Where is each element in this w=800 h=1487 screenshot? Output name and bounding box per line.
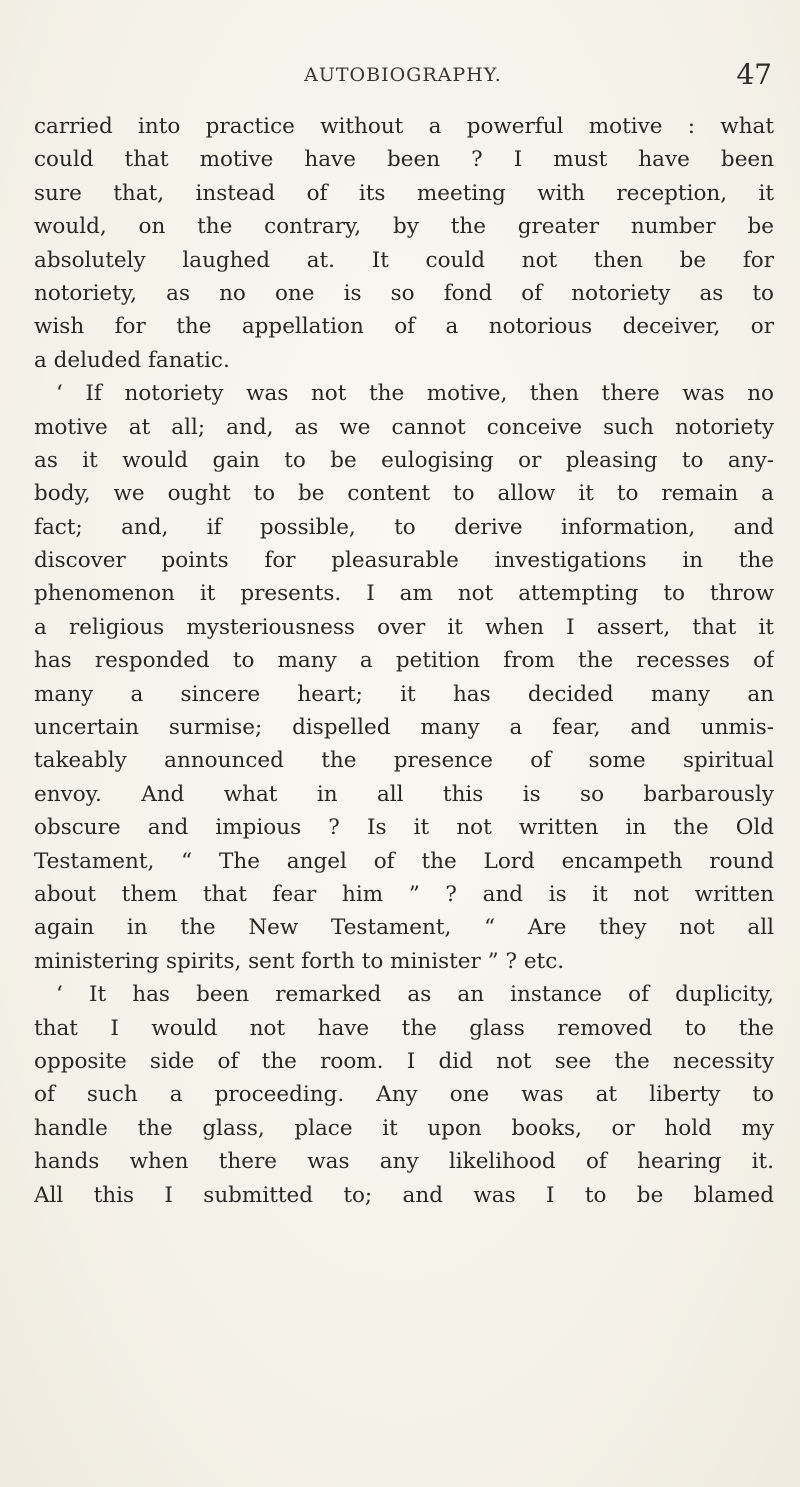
text-line: carried into practice without a powerful motive : what (34, 114, 774, 139)
text-line: discover points for pleasurable investigations in the (34, 548, 774, 574)
text-line: wish for the appellation of a notorious deceiver, or (34, 314, 774, 340)
text-line: handle the glass, place it upon books, or hold my (34, 1115, 774, 1141)
text-line: takeably announced the presence of some spiritual (34, 748, 774, 774)
text-line: would, on the contrary, by the greater number be (34, 214, 774, 240)
text-line: absolutely laughed at. It could not then be for (34, 247, 774, 273)
text-line: about them that fear him ” ? and is it not written (34, 881, 774, 907)
text-line: a deluded fanatic. (34, 347, 230, 373)
text-line: that I would not have the glass removed to the (34, 1015, 774, 1041)
text-line: phenomenon it presents. I am not attempting to throw (34, 581, 774, 607)
text-line: again in the New Testament, “ Are they not all (34, 915, 774, 941)
text-line: could that motive have been ? I must have been (34, 147, 774, 173)
text-line: a religious mysteriousness over it when I assert, that it (34, 614, 774, 640)
body-text (34, 110, 774, 1212)
text-line: body, we ought to be content to allow it to remain a (34, 481, 774, 507)
text-line: motive at all; and, as we cannot conceive such notoriety (34, 414, 774, 440)
text-line: as it would gain to be eulogising or pleasing to any- (34, 447, 774, 473)
text-line: obscure and impious ? Is it not written in the Old (34, 815, 774, 841)
text-line: fact; and, if possible, to derive information, and (34, 514, 774, 540)
text-line: All this I submitted to; and was I to be blamed (34, 1182, 774, 1208)
text-line: of such a proceeding. Any one was at liberty to (34, 1082, 774, 1108)
running-title: AUTOBIOGRAPHY. (304, 64, 502, 86)
text-line: ministering spirits, sent forth to minister ” ? etc. (34, 948, 565, 974)
text-line: ‘ It has been remarked as an instance of duplicity, (56, 982, 774, 1008)
text-line: notoriety, as no one is so fond of notoriety as to (34, 280, 774, 306)
text-line: uncertain surmise; dispelled many a fear, and unmis- (34, 715, 774, 741)
text-line: envoy. And what in all this is so barbarously (34, 781, 774, 807)
running-head (32, 58, 774, 94)
text-line: hands when there was any likelihood of hearing it. (34, 1149, 774, 1175)
text-line: Testament, “ The angel of the Lord encampeth round (34, 848, 774, 874)
page-number: 47 (736, 58, 772, 91)
text-line: opposite side of the room. I did not see the necessity (34, 1048, 774, 1074)
text-line: sure that, instead of its meeting with reception, it (34, 180, 774, 206)
text-line: ‘ If notoriety was not the motive, then there was no (56, 381, 774, 407)
text-line: has responded to many a petition from the recesses of (34, 648, 774, 674)
text-line: many a sincere heart; it has decided many an (34, 681, 774, 707)
